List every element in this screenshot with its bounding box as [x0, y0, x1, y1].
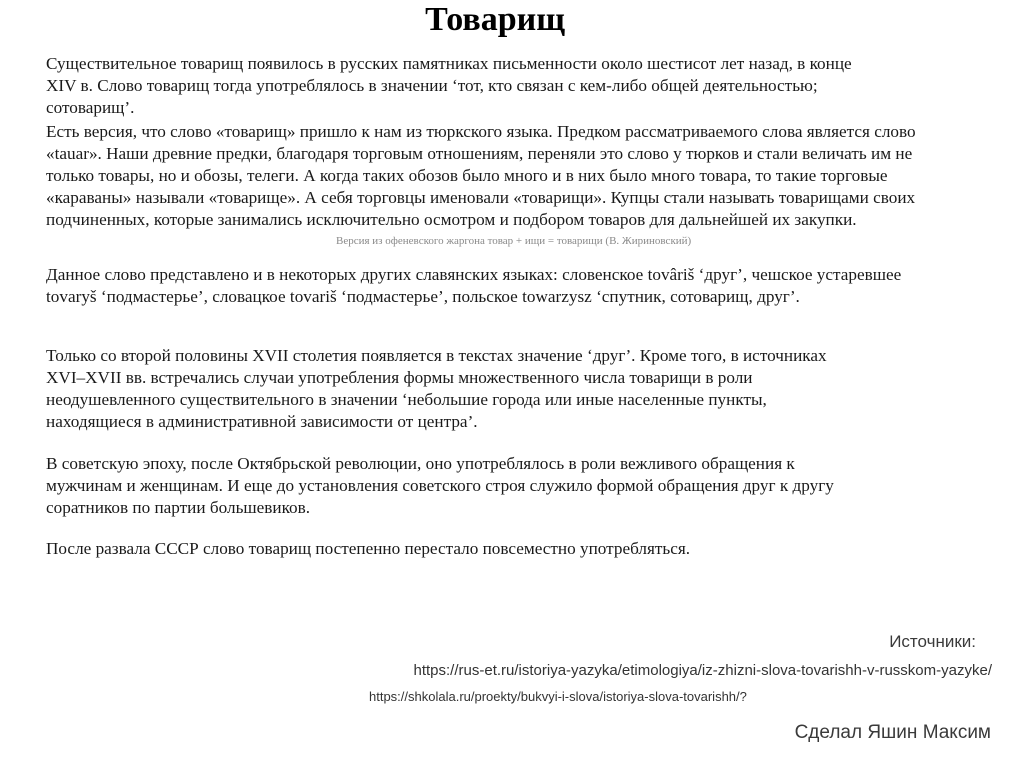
source-link[interactable]: https://shkolala.ru/proekty/bukvyi-i-slova/istoriya-slova-tovarishh/?	[369, 689, 747, 704]
sources-label: Источники:	[889, 632, 976, 651]
paragraph-soviet-era: В советскую эпоху, после Октябрьской революции, оно употреблялось в роли вежливого обращения к мужчинам и женщинам. И еще до установления советского строя служило формой обращения друг к другу соратников по партии большевиков.	[46, 454, 834, 517]
author-credit: Сделал Яшин Максим	[794, 722, 991, 743]
paragraph-17th-century: Только со второй половины XVII столетия появляется в текстах значение ‘друг’. Кроме того, в источниках XVI–XVII вв. встречались случаи употребления формы множественного числа товарищи в роли неодушевленного существительного в значении ‘небольшие города или иные населенные пункты, находящиеся в административной зависимости от центра’.	[46, 346, 827, 431]
paragraph-slavic-languages: Данное слово представлено и в некоторых других славянских языках: словенское tovâriš ‘друг’, чешское устаревшее tovaryš ‘подмастерье’, словацкое tovariš ‘подмастерье’, польское towarzysz ‘спутник, сотоварищ, друг’.	[46, 265, 902, 306]
source-link[interactable]: https://rus-et.ru/istoriya-yazyka/etimologiya/iz-zhizni-slova-tovarishh-v-russkom-yazyke/	[413, 662, 992, 679]
overlay-note: Версия из офеневского жаргона товар + ищи = товарищи (В. Жириновский)	[336, 235, 692, 247]
paragraph-turkic-version: Есть версия, что слово «товарищ» пришло к нам из тюркского языка. Предком рассматриваемого слова является слово «tauar». Наши древние предки, благодаря торговым отношениям, переняли это слово у тюрков и стали величать им не только товары, но и обозы, телеги. А когда таких обозов было много и в них было много товара, то такие торговые «караваны» называли «товарище». А себя торговцы именовали «товарищи». Купцы стали называть товарищами своих подчиненных, которые занимались исключительно осмотром и подбором товаров для дальнейшей их закупки.	[46, 122, 916, 229]
slide-title: Товарищ	[425, 1, 565, 38]
paragraph-post-ussr: После развала СССР слово товарищ постепенно перестало повсеместно употребляться.	[46, 539, 691, 558]
paragraph-origin: Существительное товарищ появилось в русских памятниках письменности около шестисот лет назад, в конце XIV в. Слово товарищ тогда употреблялось в значении ‘тот, кто связан с кем-либо общей деятельностью; сотоварищ’.	[46, 54, 852, 117]
